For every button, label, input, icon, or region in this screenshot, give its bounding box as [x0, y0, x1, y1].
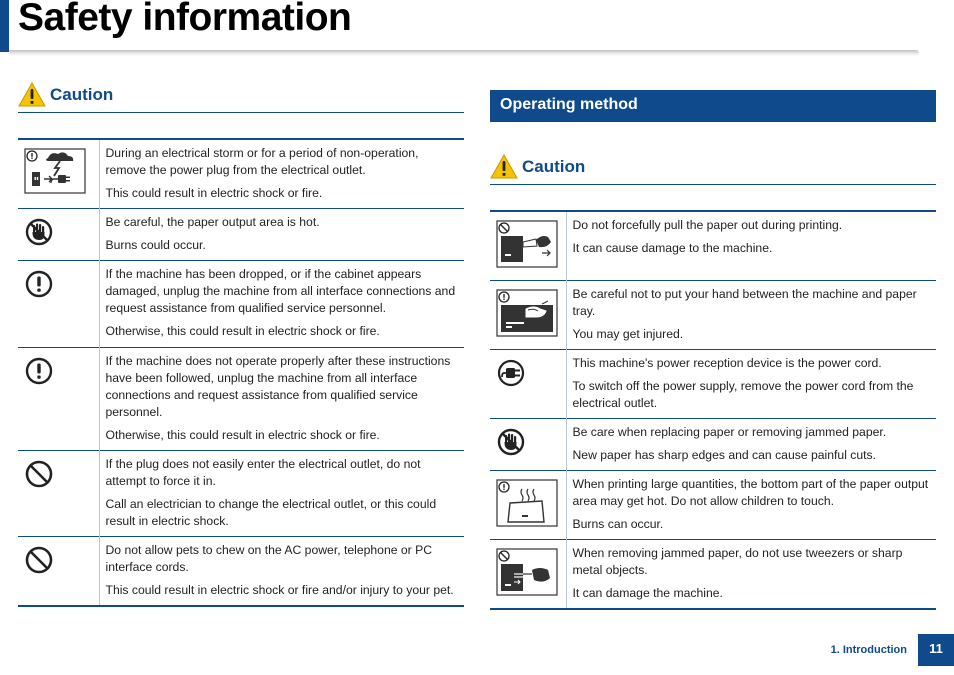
warning-exclamation-icon — [24, 269, 54, 299]
left-caution-heading — [18, 82, 113, 107]
row-icon-cell — [18, 209, 99, 261]
row-instruction: Be care when replacing paper or removing jammed paper. — [572, 424, 887, 439]
electrical-storm-unplug-icon — [24, 148, 86, 194]
row-instruction: Do not forcefully pull the paper out during printing. — [572, 218, 843, 232]
row-instruction: Be careful not to put your hand between the machine and paper tray. — [572, 286, 917, 318]
power-plug-icon — [496, 358, 526, 388]
prohibited-icon — [24, 545, 54, 575]
table-row — [18, 261, 464, 348]
no-tweezers-icon — [496, 548, 558, 596]
row-text-cell — [566, 211, 936, 280]
row-consequence: New paper has sharp edges and can cause painful cuts. — [572, 447, 877, 462]
right-safety-table — [490, 210, 936, 610]
row-icon-cell — [490, 349, 566, 418]
table-row — [490, 418, 936, 470]
row-consequence: It can damage the machine. — [572, 585, 723, 600]
operating-method-banner: Operating method — [490, 90, 936, 122]
table-row — [18, 537, 464, 607]
row-text-cell — [566, 418, 936, 470]
prohibited-icon — [24, 459, 54, 489]
row-consequence: Burns can occur. — [572, 516, 664, 531]
table-row — [18, 139, 464, 209]
row-instruction: If the machine has been dropped, or if the cabinet appears damaged, unplug the machine from all interface connections and request assistance from qualified service personnel. — [105, 267, 456, 315]
row-consequence: Call an electrician to change the electrical outlet, or this could result in electric shock. — [105, 497, 437, 528]
table-row — [490, 349, 936, 418]
right-caution-title: Caution — [522, 156, 586, 176]
row-instruction: If the machine does not operate properly after these instructions have been followed, unplug the machine from all interface connections and request assistance from qualified service personnel. — [105, 354, 451, 419]
row-icon-cell — [18, 139, 99, 209]
row-instruction: When printing large quantities, the bottom part of the paper output area may get hot. Do not allow children to touch. — [572, 476, 929, 508]
row-text-cell — [99, 209, 464, 261]
page-number: 11 — [918, 634, 954, 666]
row-instruction: When removing jammed paper, do not use tweezers or sharp metal objects. — [572, 545, 903, 577]
page-title: Safety information — [18, 0, 352, 39]
row-text-cell — [566, 280, 936, 349]
no-touch-hot-icon — [496, 427, 526, 457]
no-pull-paper-icon — [496, 220, 558, 268]
hot-output-area-icon — [496, 479, 558, 527]
row-instruction: During an electrical storm or for a period of non-operation, remove the power plug from the electrical outlet. — [105, 146, 419, 177]
row-text-cell — [566, 349, 936, 418]
row-consequence: Otherwise, this could result in electric shock or fire. — [105, 324, 380, 338]
row-icon-cell — [490, 539, 566, 609]
row-icon-cell — [18, 261, 99, 348]
row-text-cell — [566, 470, 936, 539]
row-icon-cell — [18, 537, 99, 607]
warning-exclamation-icon — [24, 356, 54, 386]
table-row — [490, 211, 936, 280]
row-icon-cell — [18, 451, 99, 537]
table-row — [18, 451, 464, 537]
hand-in-tray-icon — [496, 289, 558, 337]
row-consequence: You may get injured. — [572, 326, 684, 341]
row-text-cell — [99, 261, 464, 348]
row-consequence: This could result in electric shock or fire and/or injury to your pet. — [105, 583, 454, 597]
row-consequence: Burns could occur. — [105, 238, 206, 252]
table-row — [490, 280, 936, 349]
left-caution-rule — [18, 112, 464, 113]
row-instruction: If the plug does not easily enter the electrical outlet, do not attempt to force it in. — [105, 457, 421, 488]
row-consequence: Otherwise, this could result in electric shock or fire. — [105, 428, 380, 442]
left-caution-title: Caution — [50, 84, 114, 104]
no-touch-hot-icon — [24, 217, 54, 247]
table-row — [490, 539, 936, 609]
footer-section-link[interactable]: 1. Introduction — [830, 644, 907, 656]
table-row — [490, 470, 936, 539]
row-text-cell — [99, 537, 464, 607]
row-consequence: This could result in electric shock or fire. — [105, 186, 323, 200]
row-icon-cell — [490, 211, 566, 280]
row-text-cell — [99, 139, 464, 209]
right-caution-rule — [490, 184, 936, 185]
row-icon-cell — [490, 470, 566, 539]
row-icon-cell — [18, 348, 99, 451]
row-text-cell — [99, 348, 464, 451]
warning-triangle-icon — [18, 82, 46, 107]
warning-triangle-icon — [490, 154, 518, 179]
row-icon-cell — [490, 418, 566, 470]
row-instruction: Do not allow pets to chew on the AC power, telephone or PC interface cords. — [105, 543, 433, 574]
row-instruction: Be careful, the paper output area is hot. — [105, 215, 320, 229]
row-text-cell — [566, 539, 936, 609]
table-row — [18, 348, 464, 451]
row-text-cell — [99, 451, 464, 537]
row-instruction: This machine's power reception device is the power cord. — [572, 355, 882, 370]
row-icon-cell — [490, 280, 566, 349]
table-row — [18, 209, 464, 261]
right-caution-heading — [490, 154, 585, 179]
row-consequence: It can cause damage to the machine. — [572, 241, 773, 255]
row-consequence: To switch off the power supply, remove the power cord from the electrical outlet. — [572, 378, 914, 410]
title-underline — [9, 50, 919, 56]
left-accent-bar — [0, 0, 9, 52]
left-safety-table — [18, 138, 464, 607]
